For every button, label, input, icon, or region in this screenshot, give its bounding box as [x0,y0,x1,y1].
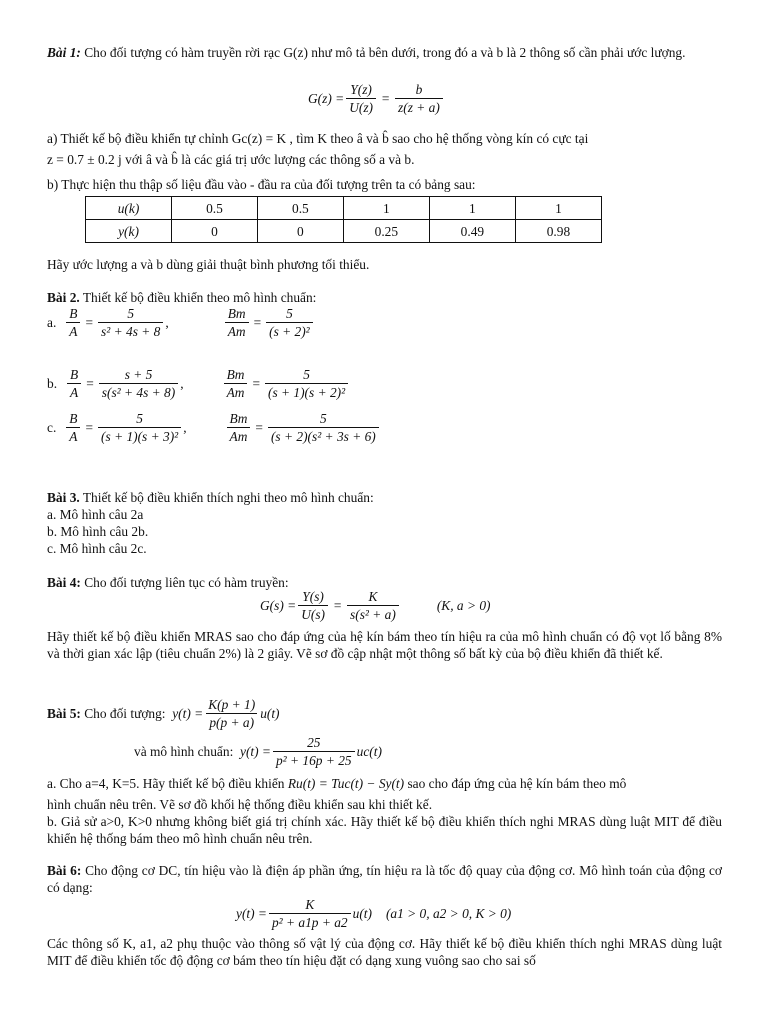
bai1-eq-fraction-2 [395,82,443,115]
plant-ratio [67,367,81,400]
item-tag: b. [47,376,58,391]
bai1-part-a-line1: a) Thiết kế bộ điều khiển tự chỉnh Gc(z) = K , tìm K theo â và b̂ sao cho hệ thống vòng kín có cực tại [47,131,589,146]
bai3-section [47,489,722,557]
denominator: s(s² + a) [347,605,399,622]
model-transfer [268,411,379,444]
numerator: K [305,897,315,912]
table-cell: 1 [343,197,429,220]
list-item: a. Mô hình câu 2a [47,507,144,522]
bai1-after-table: Hãy ước lượng a và b dùng giải thuật bình phương tối thiểu. [47,257,370,272]
bai4-fraction-2 [347,589,399,622]
model-ratio [224,367,248,400]
bai5-eq1-lhs: y(t) = [172,706,204,721]
bai5-part-b: b. Giả sử a>0, K>0 nhưng không biết giá trị chính xác. Hãy thiết kế bộ điều khiển thích nghi MRAS dùng luật MIT để điều khiển hệ thống bám theo mô hình chuẩn nêu trên. [47,814,722,846]
plant-transfer [99,367,178,400]
denominator: (s + 1)(s + 3)² [98,427,181,444]
bai4-condition: (K, a > 0) [436,598,491,613]
table-cell: 0.5 [257,197,343,220]
denominator: z(z + a) [395,98,443,115]
bai4-title: Bài 4: [47,575,81,590]
denominator: Am [227,427,251,444]
table-cell: 0.49 [429,220,515,243]
numerator: Bm [229,411,248,426]
table-cell: 0.5 [172,197,258,220]
item-tag: c. [47,420,57,435]
bai6-eq-lhs: y(t) = [236,906,267,921]
bai1-title: Bài 1: [47,45,81,60]
item-tag: a. [47,315,57,330]
numerator: Bm [226,367,245,382]
bai1-eq-lhs: G(z) = [308,91,345,106]
numerator: K [368,589,378,604]
bai5-part-a-text2: sao cho đáp ứng của hệ kín bám theo mô [407,776,627,791]
denominator: Am [224,383,248,400]
numerator: B [70,367,79,382]
bai6-title: Bài 6: [47,863,82,878]
numerator: s + 5 [124,367,153,382]
numerator: Y(z) [350,82,372,97]
table-cell: y(k) [86,220,172,243]
numerator: b [415,82,423,97]
denominator: (s + 2)(s² + 3s + 6) [268,427,379,444]
table-row [86,197,602,220]
numerator: Bm [227,306,246,321]
bai5-model-text: và mô hình chuẩn: [134,744,234,759]
plant-ratio [66,306,80,339]
table-cell: 0 [172,220,258,243]
denominator: p(p + a) [206,713,257,730]
bai5-control-law: Ru(t) = Tuc(t) − Sy(t) [287,776,405,791]
bai5-text: Cho đối tượng: [84,706,166,721]
plant-transfer [98,306,163,339]
bai1-intro [47,44,722,61]
bai4-equation: G(s) = $\frac{Y(s)}{U(s)}$ = $\frac{K}{\text{s(s² + a)}}$ (K, a > 0) [260,589,491,622]
bai5-intro [47,697,280,730]
bai6-intro [47,862,722,896]
numerator: 5 [303,367,310,382]
bai4-eq-lhs: G(s) = [260,598,297,613]
table-cell: 0.25 [343,220,429,243]
plant-transfer [98,411,181,444]
bai6-eq-rhs: u(t) [352,906,372,921]
bai6-equation [236,897,511,930]
bai1-eq-fraction-1 [346,82,376,115]
denominator: A [67,383,81,400]
bai1-part-a-line2: z = 0.7 ± 0.2 j với â và b̂ là các giá trị ước lượng các thông số a và b. [47,152,415,167]
numerator: B [69,411,78,426]
table-row [86,220,602,243]
denominator: s² + 4s + 8 [98,322,163,339]
denominator: (s + 2)² [266,322,313,339]
numerator: 5 [286,306,293,321]
bai5-title: Bài 5: [47,706,81,721]
denominator: p² + 16p + 25 [273,751,355,768]
bai2-item-a: a. $\frac{B}{A}$ = $\frac{5}{\text{s² + 4s + 8}}$ , $\frac{Bm}{Am}$ = $\frac{5}{\text{(s + 2)²}}$ [47,306,315,339]
numerator: 5 [320,411,327,426]
numerator: 5 [127,306,135,321]
model-ratio [227,411,251,444]
bai5-eq1-fraction [205,697,258,730]
bai3-text: Thiết kế bộ điều khiển thích nghi theo mô hình chuẩn: [82,490,374,505]
bai2-title: Bài 2. [47,290,80,305]
bai5-eq2-rhs: uc(t) [356,744,382,759]
denominator: U(z) [346,98,376,115]
bai5-model [134,735,382,768]
denominator: Am [225,322,249,339]
denominator: A [66,427,80,444]
numerator: B [69,306,78,321]
bai6-fraction [269,897,351,930]
bai5-part-a [47,775,722,792]
model-transfer [266,306,313,339]
list-item: c. Mô hình câu 2c. [47,541,147,556]
plant-ratio [66,411,80,444]
model-transfer [265,367,348,400]
numerator: K(p + 1) [208,697,256,712]
numerator: 5 [136,411,143,426]
bai4-body: Hãy thiết kế bộ điều khiển MRAS sao cho đáp ứng của hệ kín bám theo tín hiệu ra của mô hình chuẩn có độ vọt lố bằng 8% và thời gian xác lập (tiêu chuẩn 2%) là 2 giây. Vẽ sơ đồ cập nhật một thông số bất kỳ của bộ điều khiển đã thiết kế. [47,629,722,661]
table-cell: 1 [515,197,601,220]
bai1-text: Cho đối tượng có hàm truyền rời rạc G(z) như mô tả bên dưới, trong đó a và b là 2 thông số cần phải ước lượng. [84,45,686,60]
bai2-item-c: c. $\frac{B}{A}$ = $\frac{5}{\text{(s + 1)(s + 3)²}}$ , $\frac{Bm}{Am}$ = $\frac{5}{\text{(s + 2)(s² + 3s + 6)}}$ [47,411,381,444]
denominator: A [66,322,80,339]
bai5-eq1-rhs: u(t) [260,706,280,721]
bai5-eq2-lhs: y(t) = [240,744,271,759]
model-ratio [225,306,249,339]
bai4-fraction-1 [298,589,328,622]
table-cell: 1 [429,197,515,220]
denominator: U(s) [298,605,328,622]
table-cell: u(k) [86,197,172,220]
numerator: 25 [307,735,321,750]
bai1-part-a [47,130,722,168]
denominator: s(s² + 4s + 8) [99,383,178,400]
bai4-text: Cho đối tượng liên tục có hàm truyền: [84,575,289,590]
bai3-title: Bài 3. [47,490,80,505]
bai6-text: Cho động cơ DC, tín hiệu vào là điện áp phần ứng, tín hiệu ra là tốc độ quay của động cơ. Mô hình toán của động cơ có dạng: [47,863,722,895]
numerator: Y(s) [302,589,324,604]
table-cell: 0 [257,220,343,243]
bai6-condition: (a1 > 0, a2 > 0, K > 0) [385,906,512,921]
bai1-part-b: b) Thực hiện thu thập số liệu đầu vào - đầu ra của đối tượng trên ta có bảng sau: [47,177,476,192]
bai2-intro [47,289,722,306]
bai5-part-a-text1: a. Cho a=4, K=5. Hãy thiết kế bộ điều khiển [47,776,285,791]
table-cell: 0.98 [515,220,601,243]
bai1-equation: G(z) = $\frac{Y(z)}{U(z)}$ = $\frac{b}{z(z + a)}$ [308,82,445,115]
bai5-part-a-line2: hình chuẩn nêu trên. Vẽ sơ đồ khối hệ thống điều khiển sau khi thiết kế. [47,797,433,812]
denominator: (s + 1)(s + 2)² [265,383,348,400]
list-item: b. Mô hình câu 2b. [47,524,149,539]
bai1-data-table [85,196,602,243]
bai2-text: Thiết kế bộ điều khiển theo mô hình chuẩn: [82,290,317,305]
denominator: p² + a1p + a2 [269,913,351,930]
bai2-item-b: b. $\frac{B}{A}$ = $\frac{s + 5}{\text{s(s² + 4s + 8)}}$ , $\frac{Bm}{Am}$ = $\frac{5}{\text{(s + 1)(s + 2)²}}$ [47,367,350,400]
bai5-eq2-fraction [273,735,355,768]
bai6-body: Các thông số K, a1, a2 phụ thuộc vào thông số vật lý của động cơ. Hãy thiết kế bộ điều khiển thích nghi MRAS dùng luật MIT để điều khiển tốc độ động cơ bám theo tín hiệu đặt có dạng xung vuông sao cho sai số [47,936,722,968]
